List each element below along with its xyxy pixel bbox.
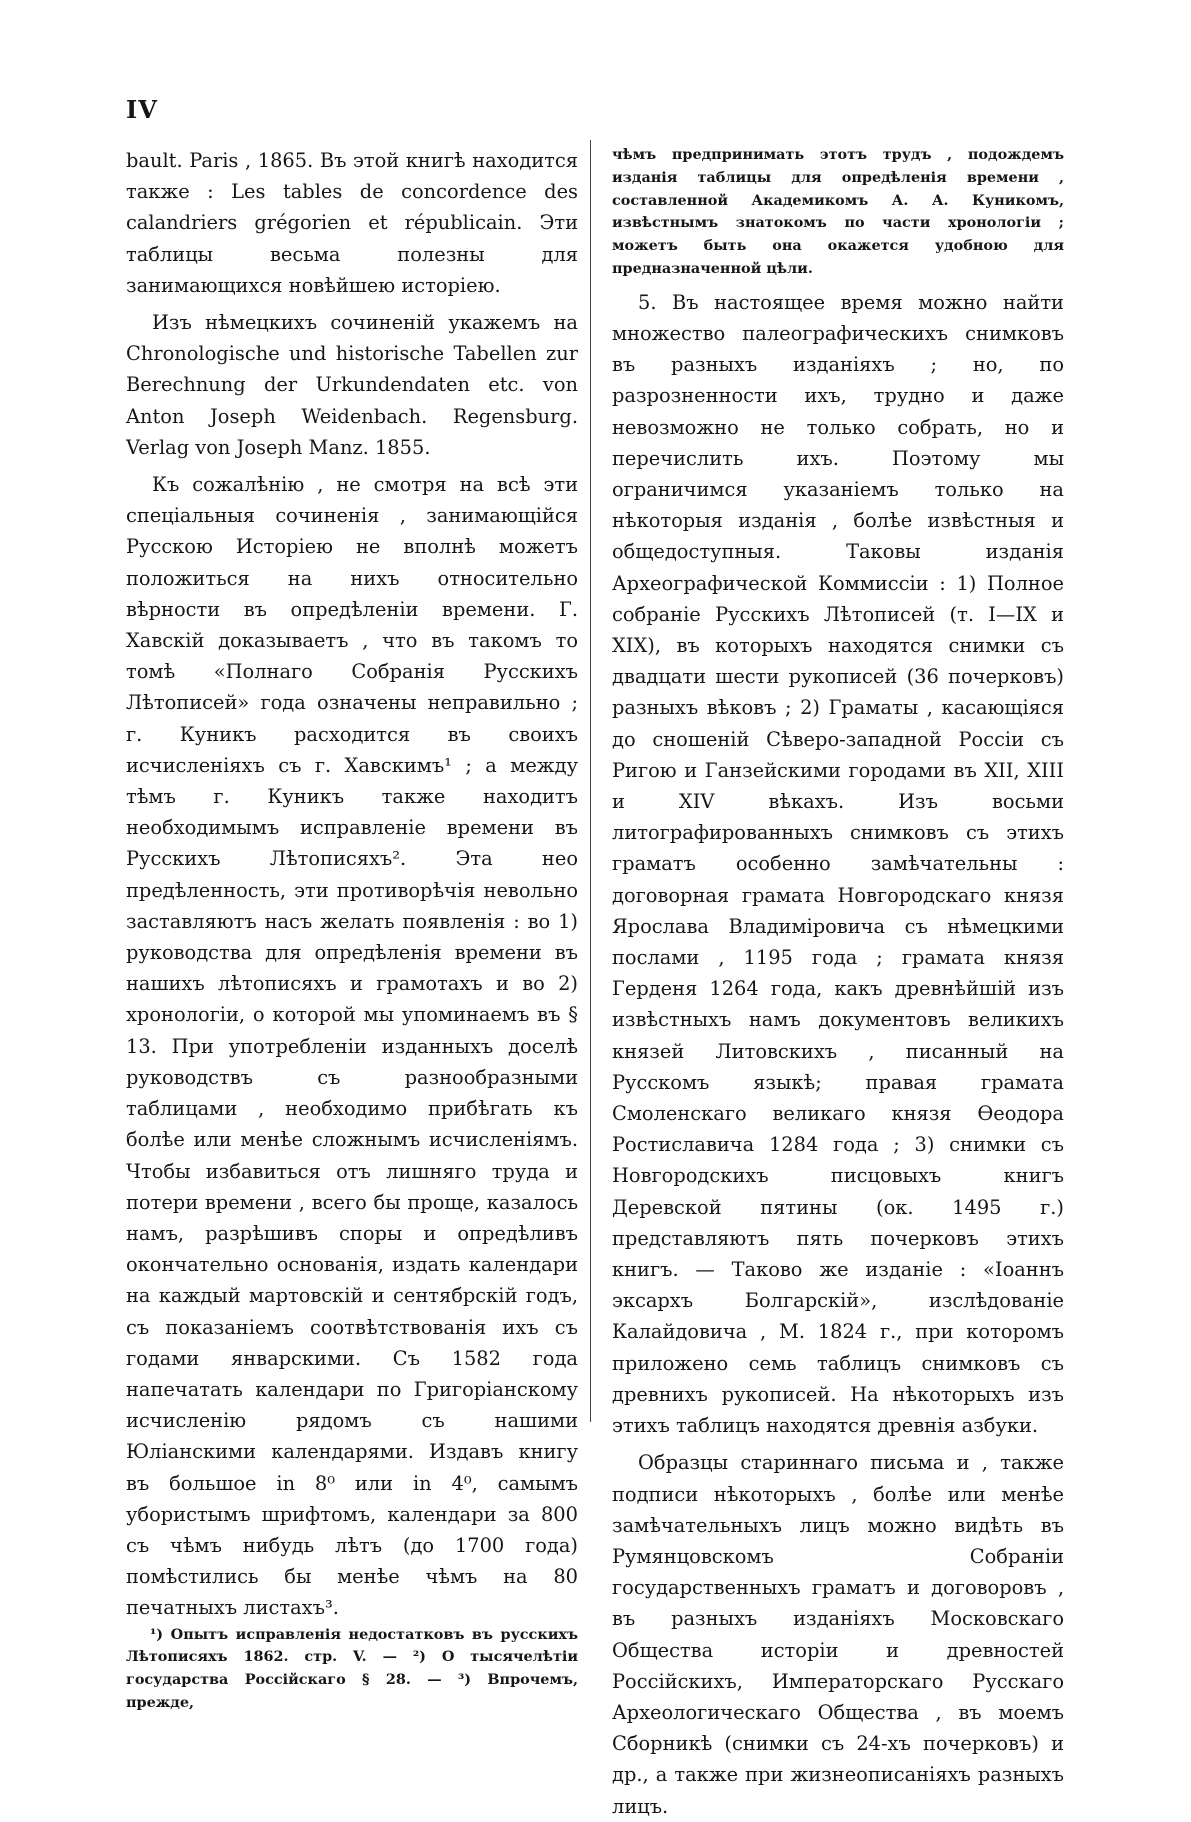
paragraph: Образцы стариннаго письма и , также подписи нѣкоторыхъ , болѣе или менѣе замѣчательныхъ лицъ можно видѣть въ Румянцовскомъ Собраніи государственныхъ граматъ и договоровъ , въ разныхъ изданіяхъ Московскаго Общества исторіи и древностей Россійскихъ, Императорскаго Русскаго Археологическаго Общества , въ моемъ Сборникѣ (снимки съ 24-хъ почерковъ) и др., а также при жизнеописаніяхъ разныхъ лицъ. [612,1451,1064,1818]
paragraph: Изъ нѣмецкихъ сочиненій укажемъ на Chronologische und historische Tabellen zur Berechnung der Urkundendaten etc. von Anton Joseph Weidenbach. Regensburg. Verlag von Joseph Manz. 1855. [126,311,578,459]
paragraph: bault. Paris , 1865. Въ этой книгѣ находится также : Les tables de concordence des calandriers grégorien et républicain. Эти таблицы весьма полезны для занимающихся новѣйшею исторіею. [126,149,578,297]
footnote-continuation: чѣмъ предпринимать этотъ трудъ , подождемъ изданія таблицы для опредѣленія времени , составленной Академикомъ А. А. Куникомъ, извѣстнымъ знатокомъ по части хронологіи ; можетъ быть она окажется удобною для предназначенной цѣли. [612,146,1064,277]
paragraph: 5. Въ настоящее время можно найти множество палеографическихъ снимковъ въ разныхъ изданіяхъ ; но, по разрозненности ихъ, трудно и даже невозможно не только собрать, но и перечислить ихъ. Поэтому мы ограничимся указаніемъ только на нѣкоторыя изданія , болѣе извѣстныя и общедоступныя. Таковы изданія Археографической Коммиссіи : 1) Полное собраніе Русскихъ Лѣтописей (т. I—IX и XIX), въ которыхъ находятся снимки съ двадцати шести рукописей (36 почерковъ) разныхъ вѣковъ ; 2) Граматы , касающіяся до сношеній Сѣверо-западной Россіи съ Ригою и Ганзейскими городами въ XII, XIII и XIV вѣкахъ. Изъ восьми литографированныхъ снимковъ съ этихъ граматъ особенно замѣчательны : договорная грамата Новгородскаго князя Ярослава Владиміровича съ нѣмецкими послами , 1195 года ; грамата князя Герденя 1264 года, какъ древнѣйшій изъ извѣстныхъ намъ документовъ великихъ князей Литовскихъ , писанный на Русскомъ языкѣ; правая грамата Смоленскаго великаго князя Ѳеодора Ростиславича 1284 года ; 3) снимки съ Новгородскихъ писцовыхъ книгъ Деревской пятины (ок. 1495 г.) представляютъ пять почерковъ этихъ книгъ. — Таково же изданіе : «Іоаннъ эксархъ Болгарскій», изслѣдованіе Калайдовича , М. 1824 г., при которомъ приложено семь таблицъ снимковъ съ древнихъ рукописей. На нѣкоторыхъ изъ этихъ таблицъ находятся древнія азбуки. [612,290,1064,1438]
right-column [612,144,1064,1822]
paragraph: Къ сожалѣнію , не смотря на всѣ эти спеціальныя сочиненія , занимающійся Русскою Исторіею не вполнѣ можетъ положиться на нихъ относительно вѣрности въ опредѣленіи времени. Г. Хавскій доказываетъ , что въ такомъ то томѣ «Полнаго Собранія Русскихъ Лѣтописей» года означены неправильно ; г. Куникъ расходится въ своихъ исчисленіяхъ съ г. Хавскимъ¹ ; а между тѣмъ г. Куникъ также находитъ необходимымъ исправленіе времени въ Русскихъ Лѣтописяхъ². Эта нео предѣленность, эти противорѣчія невольно заставляютъ насъ желать появленія : во 1) руководства для опредѣленія времени въ нашихъ лѣтописяхъ и грамотахъ и во 2) хронологіи, о которой мы упоминаемъ въ § 13. При употребленіи изданныхъ доселѣ руководствъ съ разнообразными таблицами , необходимо прибѣгать къ болѣе или менѣе сложнымъ исчисленіямъ. Чтобы избавиться отъ лишняго труда и потери времени , всего бы проще, казалось намъ, разрѣшивъ споры и опредѣливъ окончательно основанія, издать календари на каждый мартовскій и сентябрскій годъ, съ показаніемъ соотвѣтствованія ихъ съ годами январскими. Съ 1582 года напечатать календари по Григоріанскому исчисленію рядомъ съ нашими Юліанскими календарями. Издавъ книгу въ большое in 8⁰ или in 4⁰, самымъ убористымъ шрифтомъ, календари за 800 съ чѣмъ нибудь лѣтъ (до 1700 года) помѣстились бы менѣе чѣмъ на 80 печатныхъ листахъ³. [126,473,578,1620]
footnotes: ¹) Опытъ исправленія недостатковъ въ русскихъ Лѣтописяхъ 1862. стр. V. — ²) О тысячелѣтіи государства Россійскаго § 28. — ³) Впрочемъ, прежде, [126,1625,578,1711]
left-column [126,145,578,1715]
page-number: IV [126,95,158,124]
column-divider [590,140,591,1422]
